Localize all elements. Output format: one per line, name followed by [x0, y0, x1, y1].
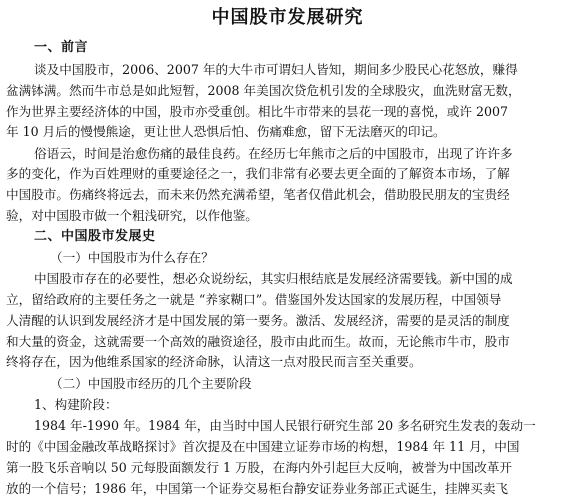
list-item-label: 1、构建阶段： — [34, 397, 118, 412]
paragraph-line: 谈及中国股市，2006、2007 年的大牛市可谓妇人皆知，期间多少股民心花怒放，赚得 — [34, 62, 518, 77]
paragraph-line: 盆满钵满。然而牛市总是如此短暂，2008 年美国次贷危机引发的全球股灾，血洗财富无数， — [6, 83, 521, 98]
document-title: 中国股市发展研究 — [211, 7, 364, 28]
subsection-heading: （一）中国股市为什么存在？ — [50, 250, 214, 265]
subsection-heading: （二）中国股市经历的几个主要阶段 — [50, 376, 252, 391]
paragraph-line: 人清醒的认识到发展经济才是中国发展的第一要务。激活、发展经济，需要的是灵活的制度 — [6, 313, 510, 328]
paragraph-line: 1984 年-1990 年。1984 年，由当时中国人民银行研究生部 20 多名研究生发表的轰动一 — [34, 418, 536, 433]
paragraph-line: 多的变化，作为百姓理财的重要途径之一，我们非常有必要去更全面的了解资本市场，了解 — [6, 166, 510, 181]
section1-heading: 一、前言 — [34, 40, 89, 55]
paragraph-line: 放的一个信号；1986 年，中国第一个证券交易柜台静安证券业务部正式诞生，挂牌买卖飞 — [6, 481, 509, 496]
paragraph-line: 中国股市存在的必要性，想必众说纷纭，其实归根结底是发展经济需要钱。新中国的成 — [34, 271, 513, 286]
paragraph-line: 作为世界主要经济体的中国，股市亦受重创。相比牛市带来的昙花一现的喜悦，或许 2007 — [6, 104, 509, 119]
section2-heading: 二、中国股市发展史 — [34, 229, 156, 244]
paragraph-line: 立，留给政府的主要任务之一就是 “养家糊口”。借鉴国外发达国家的发展历程，中国领导 — [6, 292, 502, 307]
paragraph-line: 时的《中国金融改革战略探讨》首次提及在中国建立证券市场的构想，1984 年 11 月，中国 — [6, 439, 520, 454]
paragraph-line: 验，对中国股市做一个粗浅研究，以作他鉴。 — [6, 208, 258, 223]
paragraph-line: 俗语云，时间是治愈伤痛的最佳良药。在经历七年熊市之后的中国股市，出现了许许多 — [34, 146, 513, 161]
paragraph-line: 年 10 月后的慢慢熊途，更让世人恐惧后怕、伤痛难愈，留下无法磨灭的印记。 — [6, 124, 446, 139]
paragraph-line: 终将存在，因为他维系国家的经济命脉，认清这一点对股民而言至关重要。 — [6, 354, 422, 369]
paragraph-line: 和大量的资金，这就需要一个高效的融资途径，股市由此而生。故而，无论熊市牛市，股市 — [6, 334, 510, 349]
paragraph-line: 中国股市。伤痛终将远去，而未来仍然充满希望，笔者仅借此机会，借助股民朋友的宝贵经 — [6, 187, 510, 202]
paragraph-line: 第一股飞乐音响以 50 元每股面额发行 1 万股，在海内外引起巨大反响，被誉为中国改革开 — [6, 460, 513, 475]
